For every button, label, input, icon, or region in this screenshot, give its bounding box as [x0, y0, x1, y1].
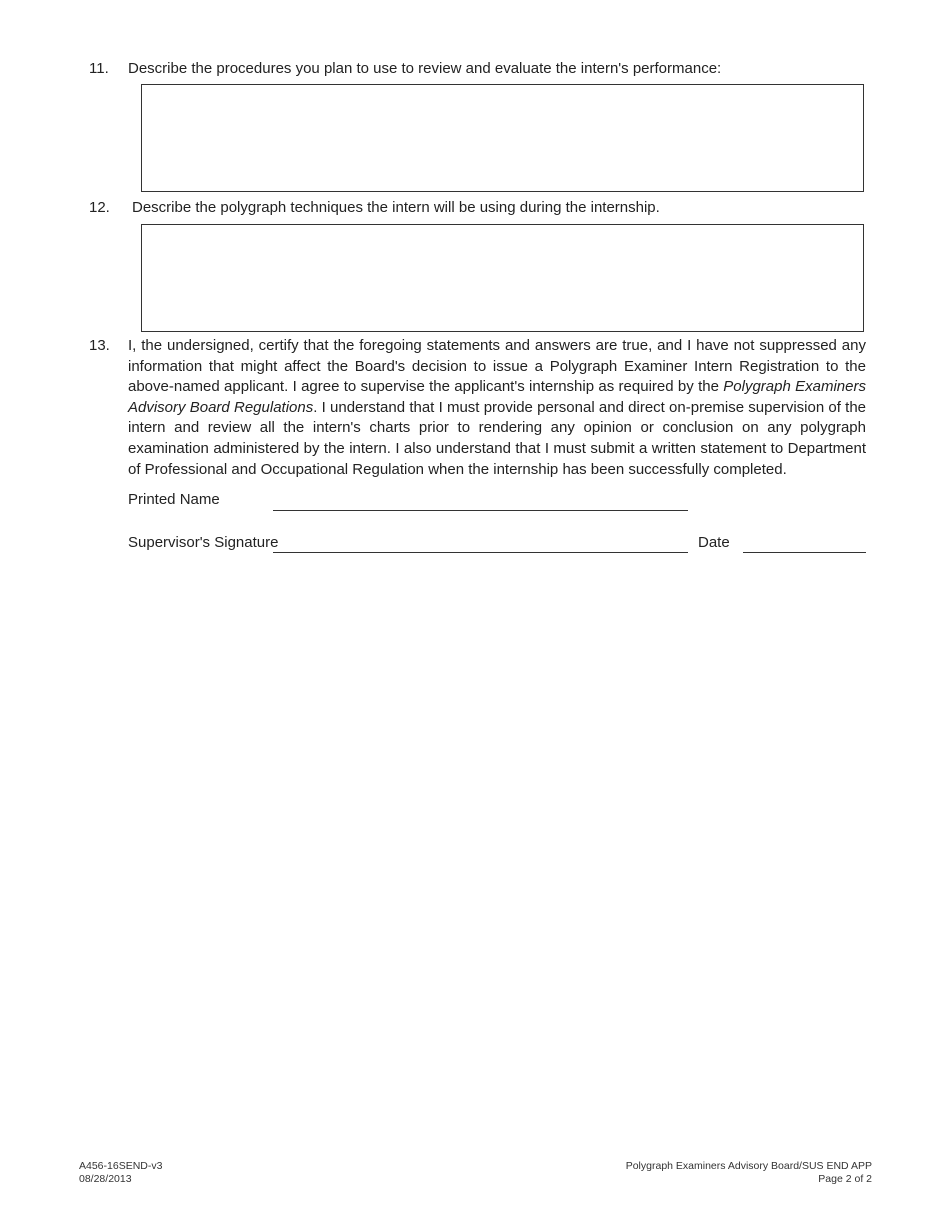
- question-12-answer-box[interactable]: [141, 224, 864, 332]
- certification-text-part2: . I understand that I must provide personal and direct on-premise supervision of the intern and review all the intern's charts prior to rendering any opinion or conclusion on any polygraph examination administered by the intern. I also understand that I must submit a written statement to Department of Professional and Occupational Regulation when the internship has been successfully completed.: [128, 398, 867, 478]
- supervisor-signature-label: Supervisor's Signature: [128, 534, 279, 551]
- date-label: Date: [698, 534, 730, 551]
- certification-statement: [128, 336, 866, 480]
- board-title: Polygraph Examiners Advisory Board/SUS END APP: [625, 1160, 872, 1172]
- question-11-answer-box[interactable]: [141, 84, 864, 192]
- date-line[interactable]: [743, 552, 866, 553]
- question-12-number: 12.: [89, 199, 110, 216]
- supervisor-signature-line[interactable]: [273, 552, 688, 553]
- question-11-number: 11.: [89, 60, 109, 77]
- regulation-title: Polygraph Examiners Advisory Board Regulations: [128, 378, 866, 416]
- page-number: Page 2 of 2: [818, 1173, 872, 1185]
- question-13-number: 13.: [89, 337, 110, 354]
- form-date: 08/28/2013: [79, 1173, 132, 1185]
- printed-name-label: Printed Name: [128, 491, 220, 508]
- printed-name-line[interactable]: [273, 510, 688, 511]
- footer-left: [79, 1160, 162, 1186]
- footer-right: [626, 1160, 872, 1186]
- question-12-text: Describe the polygraph techniques the intern will be using during the internship.: [132, 199, 660, 216]
- form-code: A456-16SEND-v3: [79, 1160, 163, 1172]
- certification-text-part1: I, the undersigned, certify that the foregoing statements and answers are true, and I have not suppressed any information that might affect the Board's decision to issue a Polygraph Examiner Intern Registration to the above-named applicant. I agree to supervise the applicant's internship as required by the: [128, 337, 866, 396]
- question-11-text: Describe the procedures you plan to use to review and evaluate the intern's performance:: [128, 60, 722, 77]
